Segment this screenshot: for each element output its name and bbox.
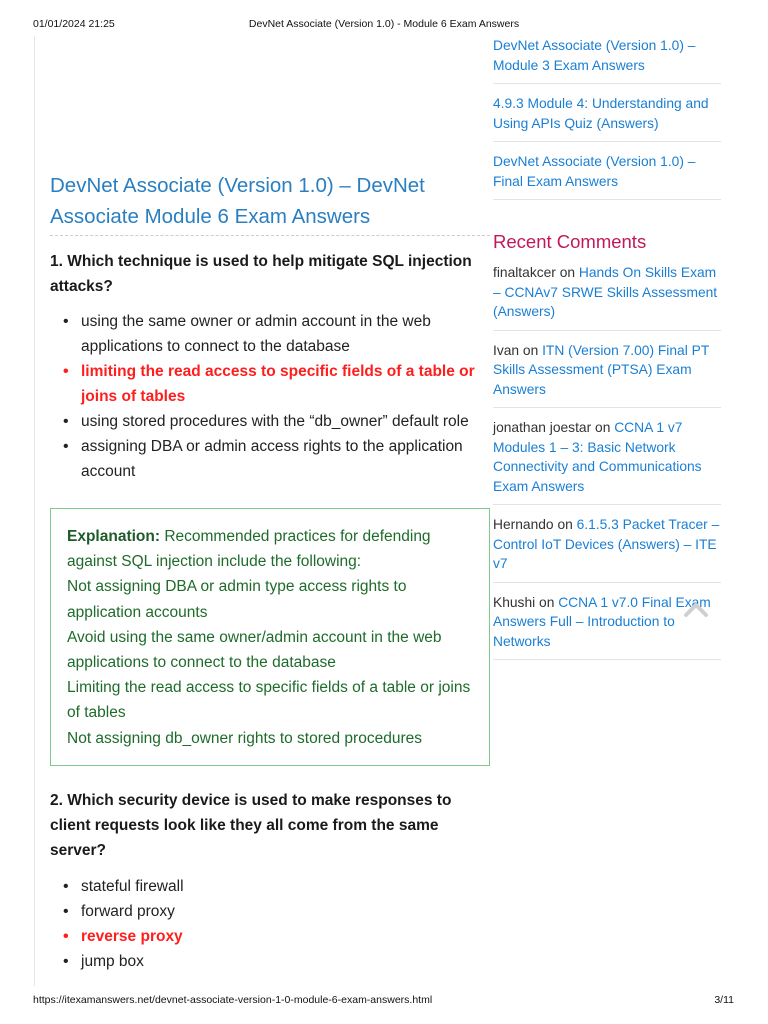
comment-author: Hernando	[493, 517, 554, 532]
recent-comments-heading: Recent Comments	[493, 231, 647, 252]
question-1-number: 1.	[50, 253, 63, 270]
explanation-line-2: Not assigning DBA or admin type access rights to application accounts	[67, 578, 407, 621]
explanation-line-1: Recommended practices for defending against SQL injection include the following:	[67, 528, 431, 571]
comment-on: on	[555, 265, 579, 280]
chevron-up-icon	[681, 596, 711, 620]
print-timestamp: 01/01/2024 21:25	[33, 18, 115, 30]
question-1	[50, 249, 490, 299]
question-2	[50, 788, 490, 863]
question-2-options	[50, 874, 490, 974]
article-content	[50, 170, 490, 974]
comment-post-link[interactable]: CCNA 1 v7 Modules 1 – 3: Basic Network Connectivity and Communications Exam Answers	[493, 420, 702, 494]
comment-on: on	[535, 594, 559, 610]
print-footer	[0, 994, 768, 1008]
scroll-to-top-button[interactable]	[681, 596, 711, 620]
content-left-border	[34, 36, 35, 986]
print-header	[0, 18, 768, 32]
print-page-number: 3/11	[714, 994, 734, 1006]
recent-comment-4	[493, 515, 721, 583]
comment-on: on	[519, 342, 543, 358]
sidebar	[493, 36, 721, 670]
explanation-label: Explanation:	[67, 528, 161, 545]
question-2-option-4: • jump box	[50, 949, 490, 974]
comment-post-link[interactable]: 6.1.5.3 Packet Tracer – Control IoT Devices (Answers) – ITE v7	[493, 517, 720, 571]
explanation-line-4: Limiting the read access to specific fields of a table or joins of tables	[67, 679, 471, 722]
explanation-line-3: Avoid using the same owner/admin account in the web applications to connect to the database	[67, 628, 442, 672]
question-1-option-3: • using stored procedures with the “db_owner” default role	[50, 409, 490, 434]
question-1-text: Which technique is used to help mitigate SQL injection attacks?	[50, 253, 472, 295]
question-1-option-4: • assigning DBA or admin access rights to the application account	[50, 434, 490, 484]
comment-post-link[interactable]: ITN (Version 7.00) Final PT Skills Assessment (PTSA) Exam Answers	[493, 342, 709, 397]
explanation-line-5: Not assigning db_owner rights to stored procedures	[67, 729, 422, 747]
recent-post-link-1[interactable]: DevNet Associate (Version 1.0) – Module 3 Exam Answers	[493, 36, 721, 84]
recent-comment-3	[493, 418, 721, 505]
comment-on: on	[591, 420, 615, 435]
print-page-title: DevNet Associate (Version 1.0) - Module 6 Exam Answers	[248, 18, 520, 30]
question-2-option-1: • stateful firewall	[50, 874, 490, 899]
question-1-option-1: • using the same owner or admin account in the web applications to connect to the database	[50, 309, 490, 359]
comment-author: finaltakcer	[493, 265, 556, 280]
recent-comment-1	[493, 263, 721, 331]
question-1-option-2-correct: • limiting the read access to specific fields of a table or joins of tables	[50, 359, 490, 409]
article-title[interactable]: DevNet Associate (Version 1.0) – DevNet Associate Module 6 Exam Answers	[50, 170, 490, 236]
recent-comment-2	[493, 341, 721, 409]
comment-author: jonathan joestar	[493, 420, 592, 435]
question-2-option-3-correct: • reverse proxy	[50, 924, 490, 949]
question-2-number: 2.	[50, 791, 63, 809]
question-1-explanation	[50, 508, 490, 766]
comment-post-link[interactable]: CCNA 1 v7.0 Final Exam Answers Full – Introduction to Networks	[493, 594, 711, 649]
question-1-options	[50, 309, 490, 484]
comment-author: Khushi	[493, 594, 536, 610]
recent-post-link-3[interactable]: DevNet Associate (Version 1.0) – Final Exam Answers	[493, 152, 721, 200]
comment-on: on	[553, 517, 577, 532]
comment-author: Ivan	[493, 342, 520, 358]
comment-post-link[interactable]: Hands On Skills Exam – CCNAv7 SRWE Skills Assessment (Answers)	[493, 265, 718, 319]
question-2-text: Which security device is used to make responses to client requests look like they all come from the same server?	[50, 791, 452, 859]
recent-post-link-2[interactable]: 4.9.3 Module 4: Understanding and Using APIs Quiz (Answers)	[493, 94, 721, 142]
question-2-option-2: • forward proxy	[50, 899, 490, 924]
print-url: https://itexamanswers.net/devnet-associate-version-1-0-module-6-exam-answers.html	[33, 994, 433, 1006]
